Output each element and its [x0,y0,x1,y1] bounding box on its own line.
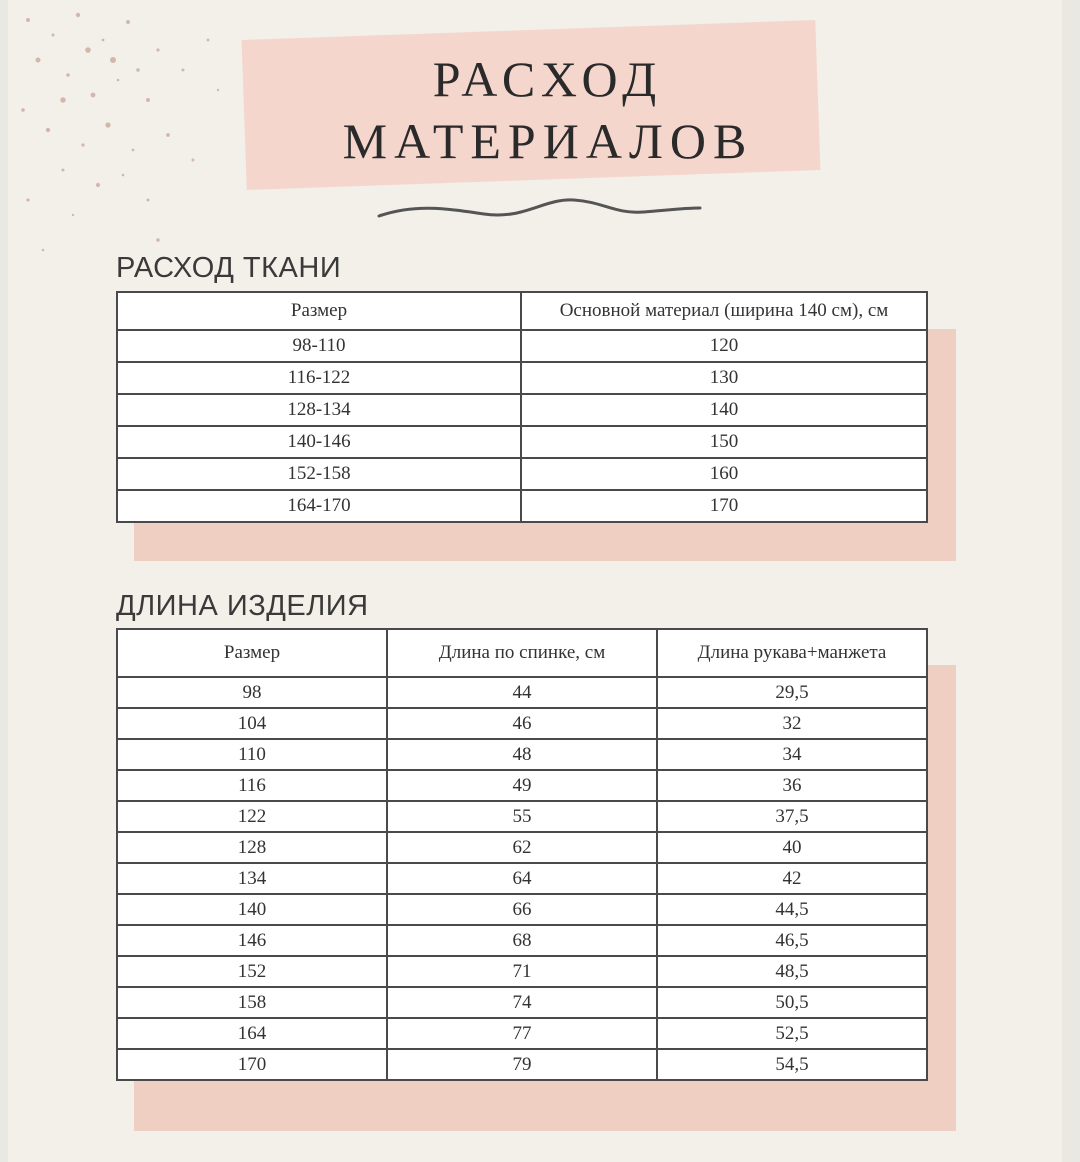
table-cell: 150 [521,426,927,458]
table-cell: 158 [117,987,387,1018]
page-title [238,48,858,172]
table-row [117,894,927,925]
table-cell: 170 [521,490,927,522]
table-cell: 170 [117,1049,387,1080]
table-header-row [117,292,927,330]
table-cell: 140-146 [117,426,521,458]
table-cell: 134 [117,863,387,894]
length-table [116,628,928,1081]
table-cell: 164-170 [117,490,521,522]
table-row [117,458,927,490]
table-row [117,490,927,522]
table-cell: 49 [387,770,657,801]
table-cell: 128 [117,832,387,863]
table-row [117,739,927,770]
table-cell: 146 [117,925,387,956]
title-line-2: МАТЕРИАЛОВ [342,113,754,169]
table-cell: 98-110 [117,330,521,362]
table-cell: 46,5 [657,925,927,956]
table-row [117,426,927,458]
table-cell: 79 [387,1049,657,1080]
table-row [117,801,927,832]
title-line-1: РАСХОД [432,51,664,107]
table-cell: 66 [387,894,657,925]
table-cell: 40 [657,832,927,863]
table-cell: 48,5 [657,956,927,987]
table-row [117,362,927,394]
table-cell: 152-158 [117,458,521,490]
table-row [117,956,927,987]
table-cell: 29,5 [657,677,927,708]
table-cell: 50,5 [657,987,927,1018]
table-row [117,708,927,739]
column-header: Размер [117,292,521,330]
table-cell: 160 [521,458,927,490]
table-row [117,1049,927,1080]
table-row [117,832,927,863]
table-cell: 36 [657,770,927,801]
table-cell: 120 [521,330,927,362]
table-row [117,1018,927,1049]
table-row [117,330,927,362]
table-cell: 130 [521,362,927,394]
table-cell: 71 [387,956,657,987]
table-cell: 48 [387,739,657,770]
column-header: Основной материал (ширина 140 см), см [521,292,927,330]
table-cell: 77 [387,1018,657,1049]
table-row [117,987,927,1018]
table-cell: 64 [387,863,657,894]
table-cell: 110 [117,739,387,770]
table-cell: 42 [657,863,927,894]
column-header: Длина по спинке, см [387,629,657,677]
table-cell: 104 [117,708,387,739]
table-cell: 55 [387,801,657,832]
table-cell: 116 [117,770,387,801]
table-cell: 98 [117,677,387,708]
table-cell: 128-134 [117,394,521,426]
length-section-heading: ДЛИНА ИЗДЕЛИЯ [116,590,369,622]
table-header-row [117,629,927,677]
table-cell: 52,5 [657,1018,927,1049]
table-cell: 62 [387,832,657,863]
table-cell: 164 [117,1018,387,1049]
document-page [8,0,1062,1162]
table-cell: 44 [387,677,657,708]
fabric-table [116,291,928,523]
table-cell: 152 [117,956,387,987]
table-row [117,925,927,956]
table-cell: 74 [387,987,657,1018]
table-cell: 116-122 [117,362,521,394]
table-cell: 122 [117,801,387,832]
table-cell: 68 [387,925,657,956]
table-cell: 46 [387,708,657,739]
table-row [117,394,927,426]
table-row [117,863,927,894]
table-cell: 32 [657,708,927,739]
table-cell: 54,5 [657,1049,927,1080]
table-cell: 34 [657,739,927,770]
table-cell: 44,5 [657,894,927,925]
table-cell: 140 [521,394,927,426]
fabric-section-heading: РАСХОД ТКАНИ [116,252,342,284]
table-cell: 140 [117,894,387,925]
column-header: Размер [117,629,387,677]
table-row [117,677,927,708]
column-header: Длина рукава+манжета [657,629,927,677]
squiggle-divider [374,190,704,230]
table-row [117,770,927,801]
table-cell: 37,5 [657,801,927,832]
